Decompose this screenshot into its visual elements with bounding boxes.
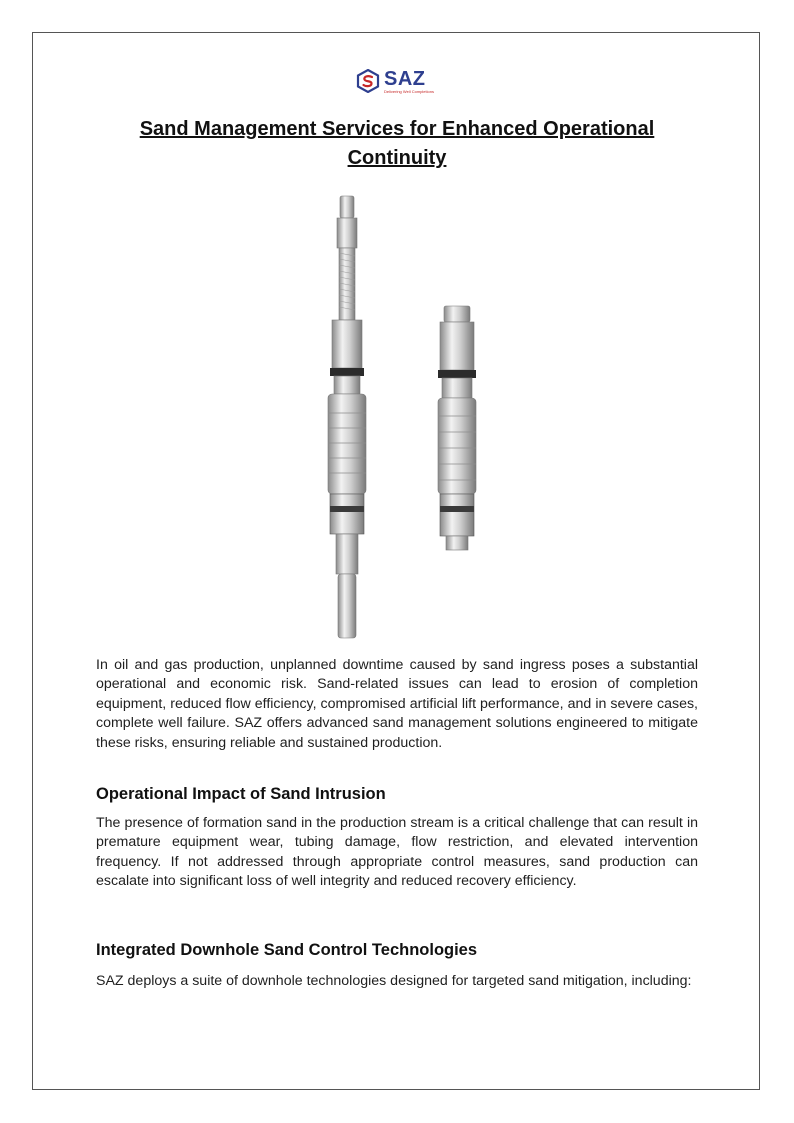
logo-tagline: Delivering Well Completions: [384, 88, 434, 94]
section-heading-sand-intrusion: Operational Impact of Sand Intrusion: [96, 785, 386, 803]
section-heading-sand-control-technologies: Integrated Downhole Sand Control Technologies: [96, 941, 478, 959]
section-body-sand-intrusion: The presence of formation sand in the production stream is a critical challenge that can result in premature equipment wear, tubing damage, flow restriction, and elevated intervention frequency. If not addressed through appropriate control measures, sand production can escalate into significant loss of well integrity and reduced recovery efficiency.: [96, 815, 698, 890]
saz-logo-mark-icon: [356, 69, 380, 93]
tool-short: [438, 306, 476, 550]
tool-long: [328, 196, 366, 638]
section-body-sand-control-technologies: SAZ deploys a suite of downhole technologies designed for targeted sand mitigation, including:: [96, 973, 692, 989]
page-title: Sand Management Services for Enhanced Operational Continuity: [139, 118, 655, 169]
logo-wordmark: SAZ: [384, 67, 426, 90]
sand-control-tools-image: [310, 188, 510, 648]
intro-paragraph: In oil and gas production, unplanned downtime caused by sand ingress poses a substantial operational and economic risk. Sand-related issues can lead to erosion of completion equipment, reduced flow efficiency, compromised artificial lift performance, and in severe cases, complete well failure. SAZ offers advanced sand management solutions engineered to mitigate these risks, ensuring reliable and sustained production.: [96, 657, 698, 751]
saz-logo: [356, 66, 442, 96]
